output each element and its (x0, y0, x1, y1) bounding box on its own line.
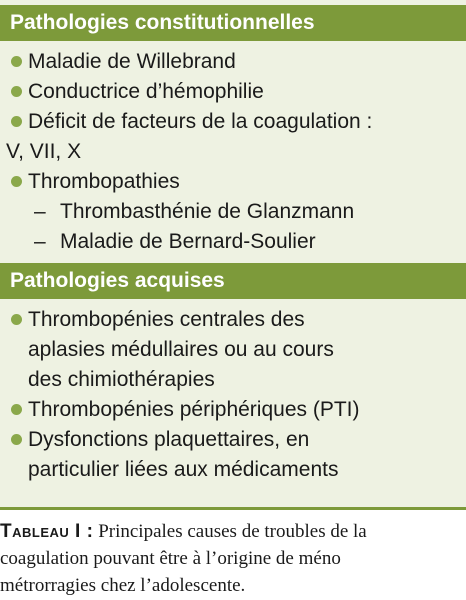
dash-marker: – (34, 200, 46, 223)
list-item-text: Thrombopénies périphériques (PTI) (28, 398, 360, 421)
sub-list-item (6, 227, 458, 257)
caption-text: Principales causes de troubles de la (98, 521, 367, 542)
dash-marker: – (34, 230, 46, 253)
bullet-icon (11, 86, 22, 97)
bullet-icon (11, 404, 22, 415)
list-item-line: Thrombopénies centrales des (28, 308, 305, 331)
bullet-icon (11, 314, 22, 325)
caption-label: Tableau I : (0, 521, 94, 542)
sub-list-item-text: Maladie de Bernard-Soulier (60, 230, 316, 253)
list-item-line: Dysfonctions plaquettaires, en (28, 428, 310, 451)
list-item-text: Thrombopathies (28, 170, 180, 193)
list-item (6, 47, 458, 77)
list-item-text: Conductrice d’hémophilie (28, 80, 264, 103)
caption-line-3: métrorragies chez l’adolescente. (0, 575, 246, 596)
list-item-line: aplasies médullaires ou au cours (28, 338, 334, 361)
bullet-icon (11, 176, 22, 187)
bullet-icon (11, 434, 22, 445)
table-caption (0, 518, 466, 599)
list-item (6, 167, 458, 197)
list-item-line: particulier liées aux médicaments (28, 458, 339, 481)
list-item (6, 107, 458, 167)
list-item-text: Déficit de facteurs de la coagulation : (28, 110, 373, 133)
bullet-icon (11, 56, 22, 67)
list-item-line: des chimiothérapies (28, 368, 215, 391)
list-item-text: Maladie de Willebrand (28, 50, 236, 73)
caption-line-2: coagulation pouvant être à l’origine de méno (0, 548, 341, 569)
section-body-acquises (0, 299, 466, 491)
list-item (6, 425, 458, 485)
bullet-icon (11, 116, 22, 127)
section-header-acquises: Pathologies acquises (0, 263, 466, 299)
section-body-constitutionnelles (0, 41, 466, 263)
sub-list-item-text: Thrombasthénie de Glanzmann (60, 200, 355, 223)
list-item (6, 395, 458, 425)
list-item (6, 77, 458, 107)
section-header-constitutionnelles: Pathologies constitutionnelles (0, 5, 466, 41)
list-item-continuation: V, VII, X (6, 140, 82, 163)
list-item (6, 305, 458, 395)
caption-line-1 (0, 518, 466, 545)
sub-list-item (6, 197, 458, 227)
